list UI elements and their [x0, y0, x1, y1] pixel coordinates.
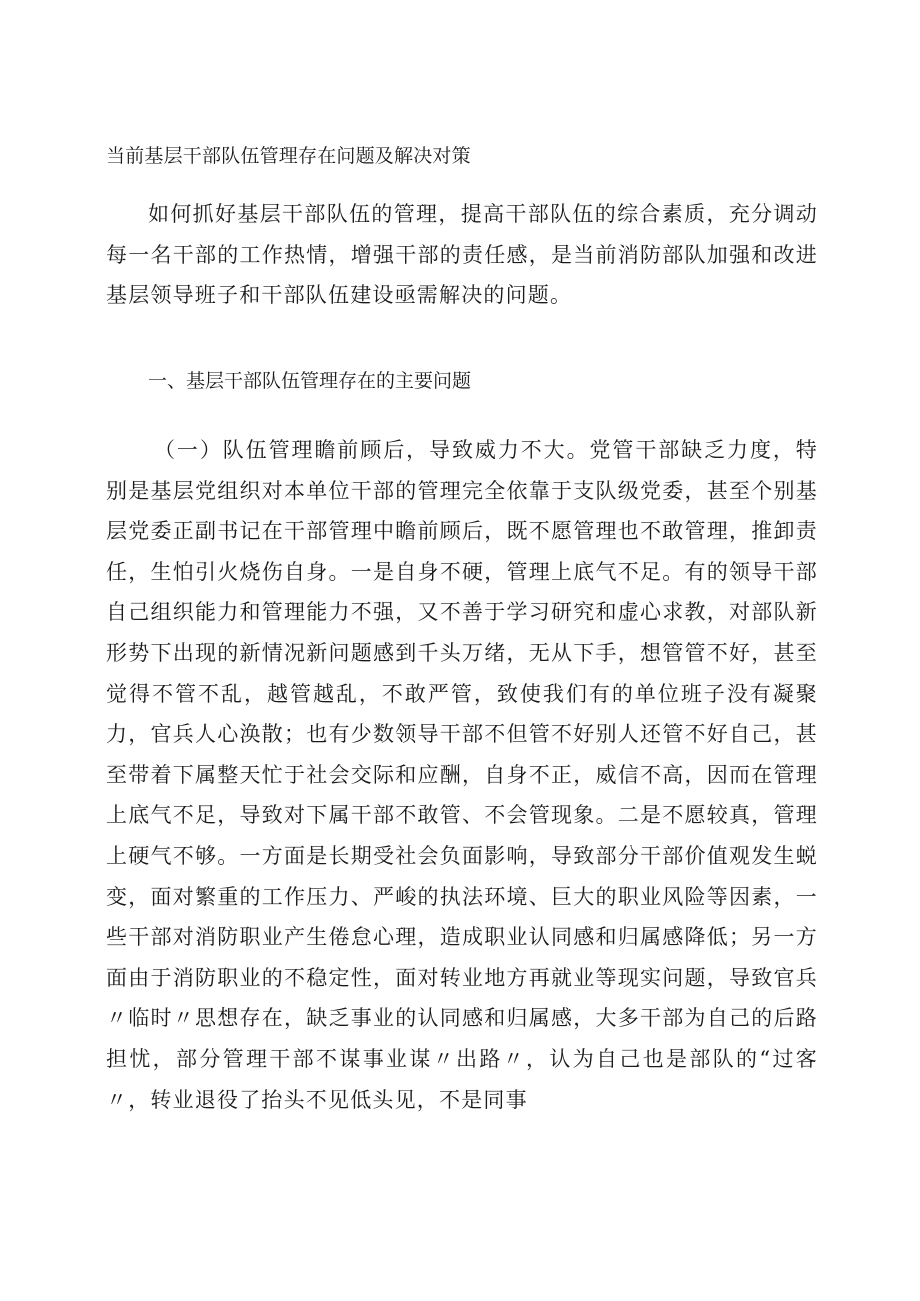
section-body-paragraph: （一）队伍管理瞻前顾后，导致威力不大。党管干部缺乏力度，特别是基层党组织对本单位干部的管理完全依靠于支队级党委，甚至个别基层党委正副书记在干部管理中瞻前顾后，既不愿管理也不敢管理，推卸责任，生怕引火烧伤自身。一是自身不硬，管理上底气不足。有的领导干部自己组织能力和管理能力不强，又不善于学习研究和虚心求教，对部队新形势下出现的新情况新问题感到千头万绪，无从下手，想管管不好，甚至觉得不管不乱，越管越乱，不敢严管，致使我们有的单位班子没有凝聚力，官兵人心涣散；也有少数领导干部不但管不好别人还管不好自己，甚至带着下属整天忙于社会交际和应酬，自身不正，威信不高，因而在管理上底气不足，导致对下属干部不敢管、不会管现象。二是不愿较真，管理上硬气不够。一方面是长期受社会负面影响，导致部分干部价值观发生蜕变，面对繁重的工作压力、严峻的执法环境、巨大的职业风险等因素，一些干部对消防职业产生倦怠心理，造成职业认同感和归属感降低；另一方面由于消防职业的不稳定性，面对转业地方再就业等现实问题，导致官兵〃临时〃思想存在，缺乏事业的认同感和归属感，大多干部为自己的后路担忧，部分管理干部不谋事业谋〃出路〃，认为自己也是部队的“过客〃，转业退役了抬头不见低头见，不是同事: [106, 438, 818, 1112]
intro-paragraph: 如何抓好基层干部队伍的管理，提高干部队伍的综合素质，充分调动每一名干部的工作热情，增强干部的责任感，是当前消防部队加强和改进基层领导班子和干部队伍建设亟需解决的问题。: [106, 202, 818, 308]
document-title: 当前基层干部队伍管理存在问题及解决对策: [106, 145, 471, 167]
section-heading: 一、基层干部队伍管理存在的主要问题: [148, 370, 472, 392]
